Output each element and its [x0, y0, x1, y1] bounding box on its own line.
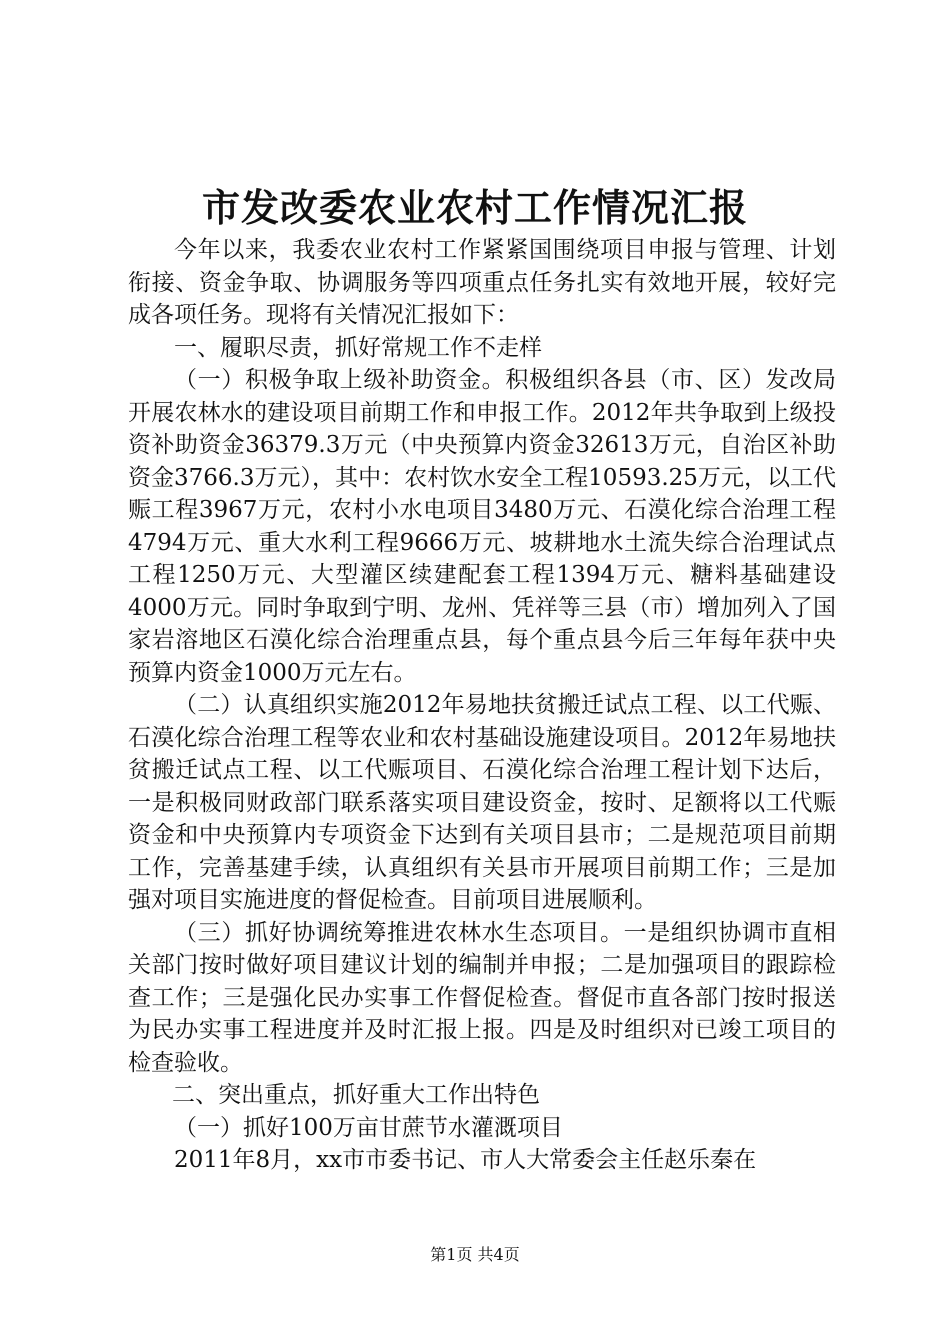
paragraph-subsection-2: （二）认真组织实施2012年易地扶贫搬迁试点工程、以工代赈、石漠化综合治理工程等农业和农村基础设施建设项目。2012年易地扶贫搬迁试点工程、以工代赈项目、石漠化综合治理工程计划下达后，一是积极同财政部门联系落实项目建设资金，按时、足额将以工代赈资金和中央预算内专项资金下达到有关项目县市；二是规范项目前期工作，完善基建手续，认真组织有关县市开展项目前期工作；三是加强对项目实施进度的督促检查。目前项目进展顺利。	[128, 692, 836, 913]
subsection-heading-1: （一）抓好100万亩甘蔗节水灌溉项目	[174, 1114, 563, 1141]
page-footer: 第1页 共4页	[430, 1245, 520, 1264]
paragraph-subsection-3: （三）抓好协调统筹推进农林水生态项目。一是组织协调市直相关部门按时做好项目建议计划的编制并申报；二是加强项目的跟踪检查工作；三是强化民办实事工作督促检查。督促市直各部门按时报送为民办实事工程进度并及时汇报上报。四是及时组织对已竣工项目的检查验收。	[128, 919, 836, 1076]
section-heading-2: 二、突出重点，抓好重大工作出特色	[172, 1082, 540, 1108]
paragraph-subsection-1: （一）积极争取上级补助资金。积极组织各县（市、区）发改局开展农林水的建设项目前期工作和申报工作。2012年共争取到上级投资补助资金36379.3万元（中央预算内资金32613万元，自治区补助资金3766.3万元），其中：农村饮水安全工程10593.25万元，以工代赈工程3967万元，农村小水电项目3480万元、石漠化综合治理工程4794万元、重大水利工程9666万元、坡耕地水土流失综合治理试点工程1250万元、大型灌区续建配套工程1394万元、糖料基础建设4000万元。同时争取到宁明、龙州、凭祥等三县（市）增加列入了国家岩溶地区石漠化综合治理重点县，每个重点县今后三年每年获中央预算内资金1000万元左右。	[128, 367, 836, 686]
document-title: 市发改委农业农村工作情况汇报	[201, 185, 748, 230]
section-heading-1: 一、履职尽责，抓好常规工作不走样	[174, 334, 542, 361]
document-body	[128, 234, 836, 1177]
paragraph-intro: 今年以来，我委农业农村工作紧紧国围绕项目申报与管理、计划衔接、资金争取、协调服务等四项重点任务扎实有效地开展，较好完成各项任务。现将有关情况汇报如下：	[128, 237, 836, 328]
paragraph-continued: 2011年8月，xx市市委书记、市人大常委会主任赵乐秦在	[174, 1147, 757, 1173]
